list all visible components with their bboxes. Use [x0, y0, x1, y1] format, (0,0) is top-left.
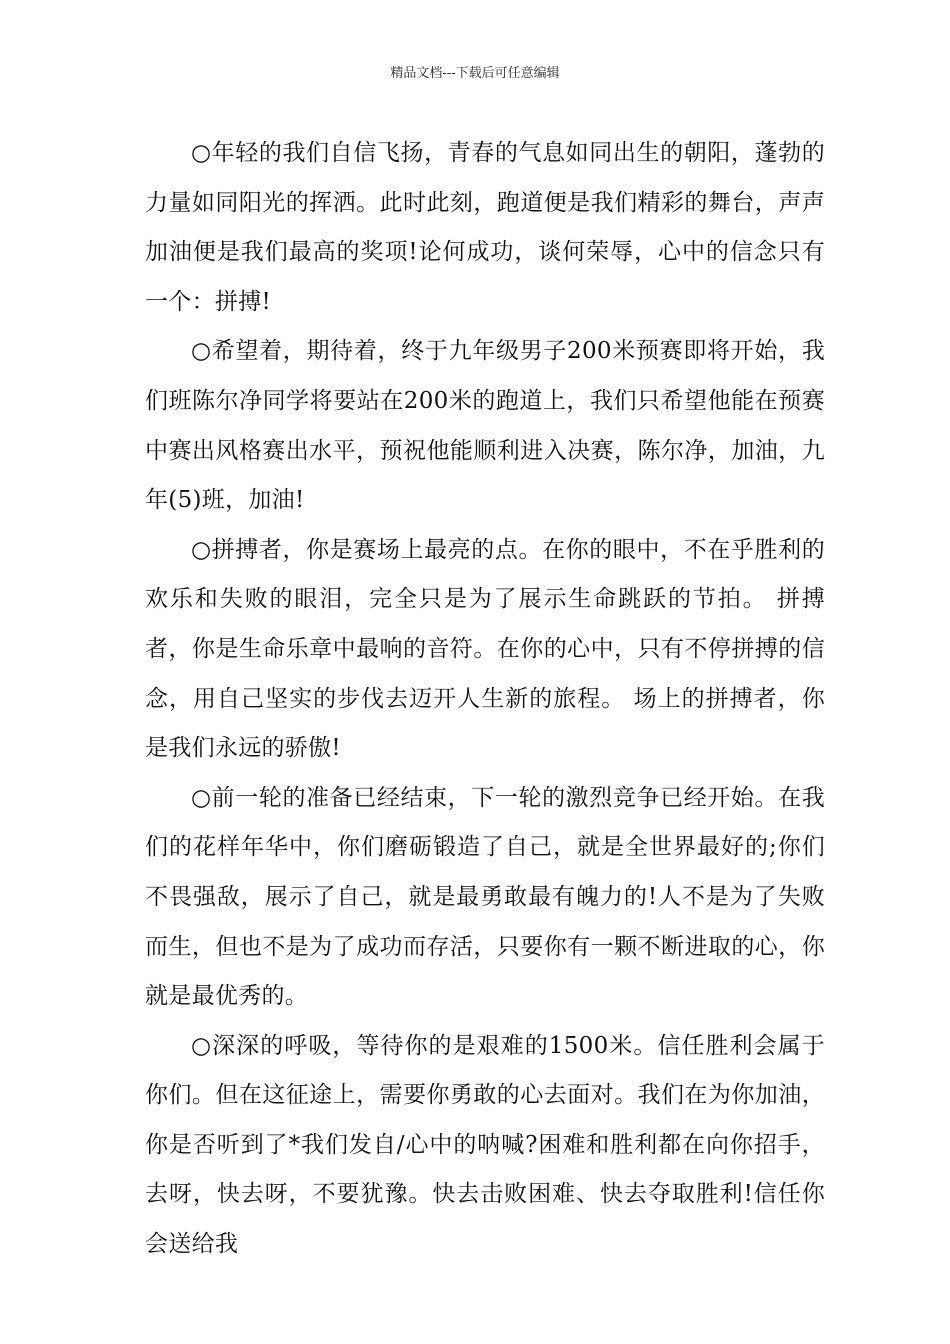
page-header: 精品文档---下载后可任意编辑	[390, 66, 560, 81]
paragraph: ○拼搏者，你是赛场上最亮的点。在你的眼中，不在乎胜利的欢乐和失败的眼泪，完全只是为了展示生命跳跃的节拍。 拼搏者，你是生命乐章中最响的音符。在你的心中，只有不停拼搏的信念，用自己坚实的步伐去迈开人生新的旅程。 场上的拼搏者，你是我们永远的骄傲!	[145, 536, 825, 762]
paragraph: ○深深的呼吸，等待你的是艰难的1500米。信任胜利会属于你们。但在这征途上，需要你勇敢的心去面对。我们在为你加油，你是否听到了*我们发自/心中的呐喊?困难和胜利都在向你招手，去呀，快去呀，不要犹豫。快去击败困难、快去夺取胜利!信任你会送给我	[145, 1032, 825, 1258]
paragraph: ○希望着，期待着，终于九年级男子200米预赛即将开始，我们班陈尔净同学将要站在200米的跑道上，我们只希望他能在预赛中赛出风格赛出水平，预祝他能顺利进入决赛，陈尔净，加油，九年(5)班，加油!	[145, 338, 825, 514]
document-body	[145, 129, 825, 1270]
paragraph: ○年轻的我们自信飞扬，青春的气息如同出生的朝阳，蓬勃的力量如同阳光的挥洒。此时此刻，跑道便是我们精彩的舞台，声声加油便是我们最高的奖项!论何成功，谈何荣辱，心中的信念只有一个：拼搏!	[145, 140, 825, 315]
paragraph: ○前一轮的准备已经结束，下一轮的激烈竞争已经开始。在我们的花样年华中，你们磨砺锻造了自己，就是全世界最好的;你们不畏强敌，展示了自己，就是最勇敢最有魄力的!人不是为了失败而生，但也不是为了成功而存活，只要你有一颗不断进取的心，你就是最优秀的。	[145, 784, 825, 1010]
